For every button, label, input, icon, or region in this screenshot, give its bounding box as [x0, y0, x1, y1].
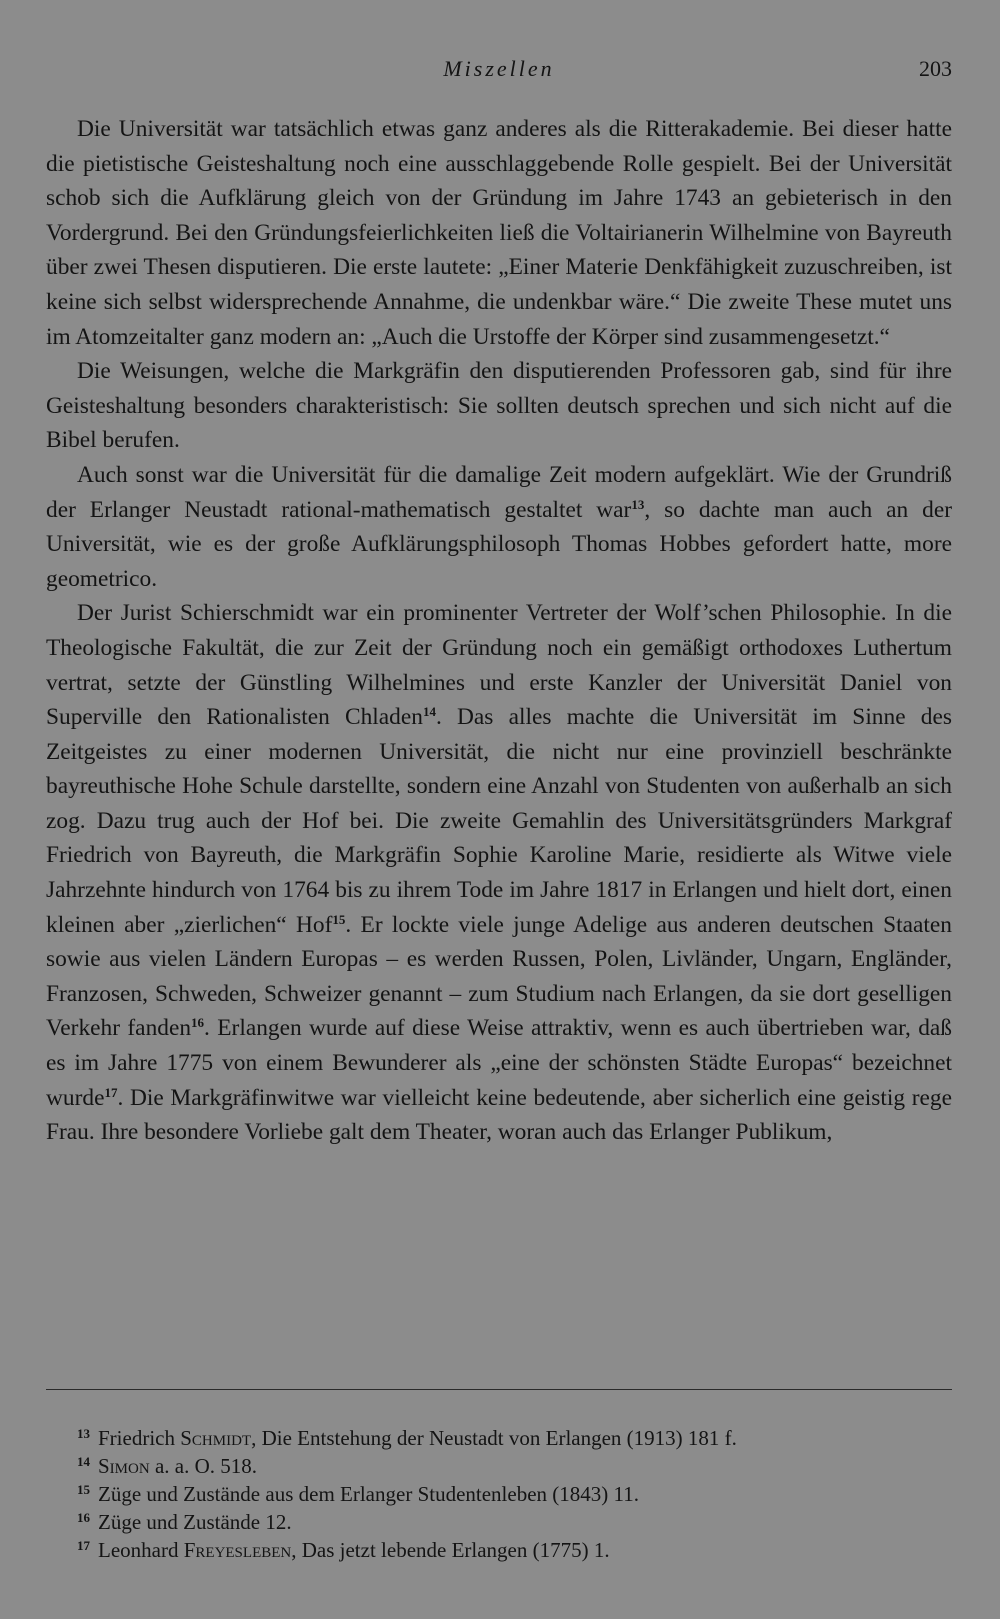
- paragraph-4-text-b: . Das alles machte die Universität im Sinne des Zeitgeistes zu einer modernen Universität, die nicht nur eine provinziell beschränkte bayreuthische Hohe Schule darstellte, sondern eine Anzahl von Studenten von außerhalb an sich zog. Dazu trug auch der Hof bei. Die zweite Gemahlin des Universitätsgründers Markgraf Friedrich von Bayreuth, die Markgräfin Sophie Karoline Marie, residierte als Witwe viele Jahrzehnte hindurch von 1764 bis zu ihrem Tode im Jahre 1817 in Erlangen und hielt dort, einen kleinen aber „zierlichen“ Hof: [46, 704, 952, 938]
- running-title: Miszellen: [443, 56, 555, 81]
- footnote-number: 17: [77, 1538, 90, 1553]
- paragraph-4-text-a: Der Jurist Schierschmidt war ein prominenter Vertreter der Wolf’schen Philosophie. In die Theologische Fakultät, die zur Zeit der Gründung noch ein gemäßigt orthodoxes Luthertum vertrat, setzte der Günstling Wilhelmines und erste Kanzler der Universität Daniel von Superville den Rationalisten Chladen: [46, 600, 952, 731]
- footnotes: [46, 1424, 952, 1564]
- footnote-number: 14: [77, 1454, 90, 1469]
- footnote-15: [46, 1480, 952, 1508]
- page-header: [46, 56, 952, 86]
- paragraph-4-text-d: . Erlangen wurde auf diese Weise attraktiv, wenn es auch übertrieben war, daß es im Jahre 1775 von einem Bewunderer als „eine der schönsten Städte Europas“ bezeichnet wurde: [46, 1015, 952, 1111]
- footnote-17: [46, 1536, 952, 1564]
- page-number: 203: [919, 56, 952, 81]
- footnote-number: 13: [77, 1426, 90, 1441]
- footnote-text: Züge und Zustände aus dem Erlanger Studentenleben (1843) 11.: [98, 1482, 639, 1506]
- footnote-ref-13[interactable]: 13: [631, 496, 645, 512]
- footnote-14: [46, 1452, 952, 1480]
- footnote-number: 16: [77, 1510, 90, 1525]
- paragraph-4-text-c: . Er lockte viele junge Adelige aus anderen deutschen Staaten sowie aus vielen Ländern Europas – es werden Russen, Polen, Livländer, Ungarn, Engländer, Franzosen, Schweden, Schweizer genannt – zum Studium nach Erlangen, da sie dort geselligen Verkehr fanden: [46, 911, 952, 1042]
- paragraph-3-text-a: Auch sonst war die Universität für die damalige Zeit modern aufgeklärt. Wie der Grundriß der Erlanger Neustadt rational-mathematisch gestaltet war: [46, 461, 952, 523]
- footnote-ref-14[interactable]: 14: [422, 704, 436, 720]
- footnote-number: 15: [77, 1482, 90, 1497]
- paragraph-4-text-e: . Die Markgräfinwitwe war vielleicht keine bedeutende, aber sicherlich eine geistig rege Frau. Ihre besondere Vorliebe galt dem Theater, woran auch das Erlanger Publikum,: [46, 1084, 952, 1146]
- paragraph-3: [46, 458, 952, 596]
- footnote-16: [46, 1508, 952, 1536]
- footnote-13: [46, 1424, 952, 1452]
- footnote-text: Friedrich Schmidt, Die Entstehung der Neustadt von Erlangen (1913) 181 f.: [98, 1426, 737, 1450]
- footnote-ref-16[interactable]: 16: [191, 1015, 205, 1031]
- paragraph-3-text-b: , so dachte man auch an der Universität, wie es der große Aufklärungsphilosoph Thomas Hobbes gefordert hatte, more geometrico.: [46, 496, 952, 592]
- paragraph-2: Die Weisungen, welche die Markgräfin den disputierenden Professoren gab, sind für ihre Geisteshaltung besonders charakteristisch: Sie sollten deutsch sprechen und sich nicht auf die Bibel berufen.: [46, 358, 952, 454]
- footnote-text: Züge und Zustände 12.: [98, 1510, 292, 1534]
- footnote-divider: [46, 1389, 952, 1390]
- footnote-text: Simon a. a. O. 518.: [98, 1454, 257, 1478]
- body-text: [46, 112, 952, 1150]
- paragraph-4: [46, 596, 952, 1150]
- footnote-ref-15[interactable]: 15: [332, 911, 346, 927]
- footnote-text: Leonhard Freyesleben, Das jetzt lebende Erlangen (1775) 1.: [98, 1538, 610, 1562]
- paragraph-1: Die Universität war tatsächlich etwas ganz anderes als die Ritterakademie. Bei dieser hatte die pietistische Geisteshaltung noch eine ausschlaggebende Rolle gespielt. Bei der Universität schob sich die Aufklärung gleich von der Gründung im Jahre 1743 an gebieterisch in den Vordergrund. Bei den Gründungsfeierlichkeiten ließ die Voltairianerin Wilhelmine von Bayreuth über zwei Thesen disputieren. Die erste lautete: „Einer Materie Denkfähigkeit zuzuschreiben, ist keine sich selbst widersprechende Annahme, die undenkbar wäre.“ Die zweite These mutet uns im Atomzeitalter ganz modern an: „Auch die Urstoffe der Körper sind zusammengesetzt.“: [46, 116, 952, 350]
- footnote-ref-17[interactable]: 17: [104, 1084, 118, 1100]
